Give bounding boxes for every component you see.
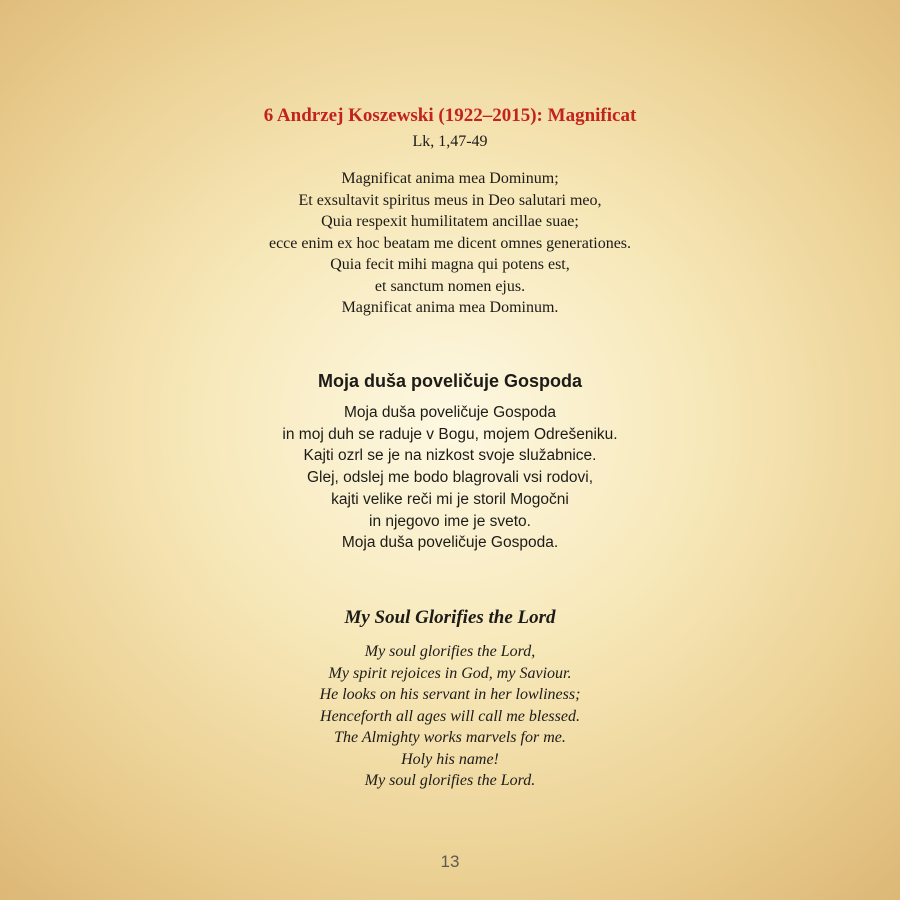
latin-text — [0, 168, 900, 319]
text-line: in njegovo ime je sveto. — [369, 512, 531, 530]
text-line: Quia respexit humilitatem ancillae suae; — [321, 213, 579, 230]
slovene-section — [0, 369, 900, 554]
text-line: Glej, odslej me bodo blagrovali vsi rodovi, — [306, 469, 594, 487]
english-text — [0, 641, 900, 792]
scripture-reference: Lk, 1,47-49 — [412, 133, 488, 150]
text-line: The Almighty works marvels for me. — [334, 729, 566, 746]
text-line: Holy his name! — [401, 750, 499, 768]
text-line: Moja duša poveličuje Gospoda. — [341, 534, 559, 552]
text-line: ecce enim ex hoc beatam me dicent omnes generationes. — [268, 234, 632, 252]
text-line: He looks on his servant in her lowliness; — [319, 686, 581, 703]
text-line: kajti velike reči mi je storil Mogočni — [331, 490, 569, 508]
text-line: Magnificat anima mea Dominum; — [341, 170, 559, 187]
text-line: My spirit rejoices in God, my Saviour. — [328, 664, 572, 682]
text-line: Quia fecit mihi magna qui potens est, — [330, 256, 570, 273]
text-line: et sanctum nomen ejus. — [374, 277, 526, 295]
text-line: My soul glorifies the Lord. — [364, 772, 536, 789]
english-section — [0, 606, 900, 792]
text-line: in moj duh se raduje v Bogu, mojem Odrešeniku. — [282, 425, 618, 443]
text-line: My soul glorifies the Lord, — [364, 643, 536, 660]
piece-title: 6 Andrzej Koszewski (1922–2015): Magnificat — [263, 105, 637, 126]
text-line: Kajti ozrl se je na nizkost svoje služabnice. — [303, 447, 597, 465]
latin-section — [0, 104, 900, 319]
text-line: Henceforth all ages will call me blessed. — [320, 707, 580, 725]
page-number: 13 — [440, 852, 460, 871]
slovene-text — [0, 402, 900, 554]
text-line: Et exsultavit spiritus meus in Deo salutari meo, — [298, 191, 602, 209]
text-line: Moja duša poveličuje Gospoda — [344, 404, 556, 421]
english-title: My Soul Glorifies the Lord — [344, 607, 556, 628]
slovene-title: Moja duša poveličuje Gospoda — [317, 371, 583, 391]
text-line: Magnificat anima mea Dominum. — [341, 299, 559, 316]
